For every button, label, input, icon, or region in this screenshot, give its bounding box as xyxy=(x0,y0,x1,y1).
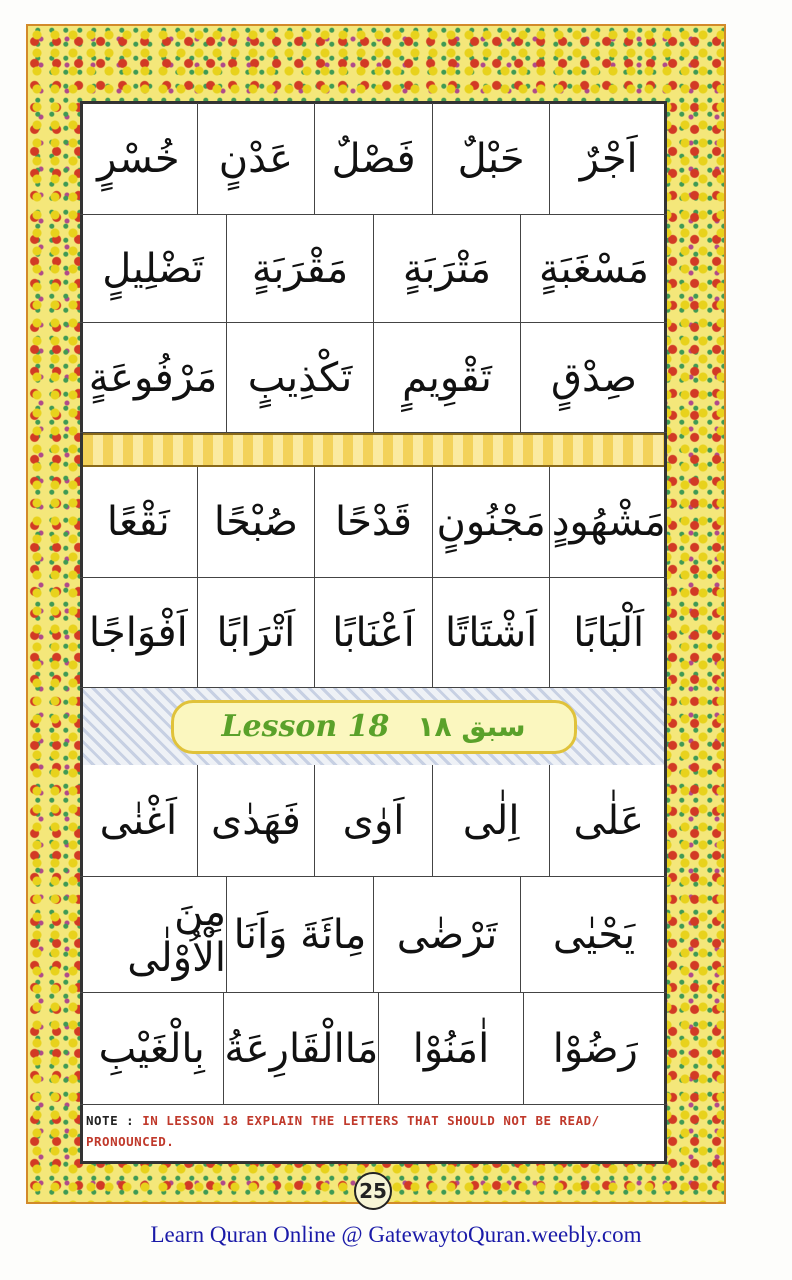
word-cell: فَهَدٰى xyxy=(197,765,315,877)
lesson-note xyxy=(86,1110,656,1152)
word-cell: رَضُوْا xyxy=(523,993,667,1105)
word-row xyxy=(80,993,667,1105)
word-cell: تَقْوِيمٍ xyxy=(373,323,520,433)
word-row xyxy=(80,877,667,993)
note-text: IN LESSON 18 EXPLAIN THE LETTERS THAT SHOULD NOT BE READ/ PRONOUNCED. xyxy=(86,1113,600,1149)
word-cell: مَاالْقَارِعَةُ xyxy=(223,993,378,1105)
word-cell: تَضْلِيلٍ xyxy=(80,215,226,323)
word-cell: اَوٰى xyxy=(314,765,432,877)
word-row xyxy=(80,578,667,688)
word-cell: اَفْوَاجًا xyxy=(80,578,197,688)
word-cell: قَدْحًا xyxy=(314,467,432,578)
word-cell: مَرْفُوعَةٍ xyxy=(80,323,226,433)
word-row xyxy=(80,103,667,215)
lesson-title-en: Lesson 18 xyxy=(221,709,390,744)
word-cell: نَقْعًا xyxy=(80,467,197,578)
word-row xyxy=(80,323,667,433)
word-cell: مَجْنُونٍ xyxy=(432,467,550,578)
word-cell: مِنَ الْاُوْلٰى xyxy=(80,877,226,993)
lesson-title-ar: سبق ١٨ xyxy=(417,710,526,743)
word-cell: اَجْرٌ xyxy=(549,103,667,215)
word-cell: اَتْرَابًا xyxy=(197,578,315,688)
word-cell: اَعْنَابًا xyxy=(314,578,432,688)
word-cell: تَكْذِيبٍ xyxy=(226,323,373,433)
lesson-banner xyxy=(83,688,664,765)
word-cell: تَرْضٰى xyxy=(373,877,520,993)
word-cell: اٰمَنُوْا xyxy=(378,993,522,1105)
word-cell: اَشْتَاتًا xyxy=(432,578,550,688)
word-cell: فَصْلٌ xyxy=(314,103,432,215)
word-cell: صُبْحًا xyxy=(197,467,315,578)
footer-website[interactable]: Learn Quran Online @ GatewaytoQuran.weebly.com xyxy=(150,1222,642,1247)
word-cell: اَلْبَابًا xyxy=(549,578,667,688)
ornamental-divider xyxy=(83,433,664,467)
word-row xyxy=(80,215,667,323)
word-row xyxy=(80,467,667,578)
word-cell: عَلٰى xyxy=(549,765,667,877)
word-cell: صِدْقٍ xyxy=(520,323,667,433)
page-number: 25 xyxy=(354,1172,392,1210)
word-cell: مَقْرَبَةٍ xyxy=(226,215,373,323)
lesson-title-box xyxy=(171,700,577,754)
word-cell: مَتْرَبَةٍ xyxy=(373,215,520,323)
word-row xyxy=(80,765,667,877)
word-cell: اِلٰى xyxy=(432,765,550,877)
word-cell: مَسْغَبَةٍ xyxy=(520,215,667,323)
word-cell: اَغْنٰى xyxy=(80,765,197,877)
word-cell: يَحْيٰى xyxy=(520,877,667,993)
word-cell: عَدْنٍ xyxy=(197,103,315,215)
note-label: NOTE : xyxy=(86,1113,135,1128)
word-cell: خُسْرٍ xyxy=(80,103,197,215)
word-cell: مَشْهُودٍ xyxy=(549,467,667,578)
word-cell: بِالْغَيْبِ xyxy=(80,993,223,1105)
word-cell: حَبْلٌ xyxy=(432,103,550,215)
word-cell: مِائَةَ وَاَنَا xyxy=(226,877,373,993)
